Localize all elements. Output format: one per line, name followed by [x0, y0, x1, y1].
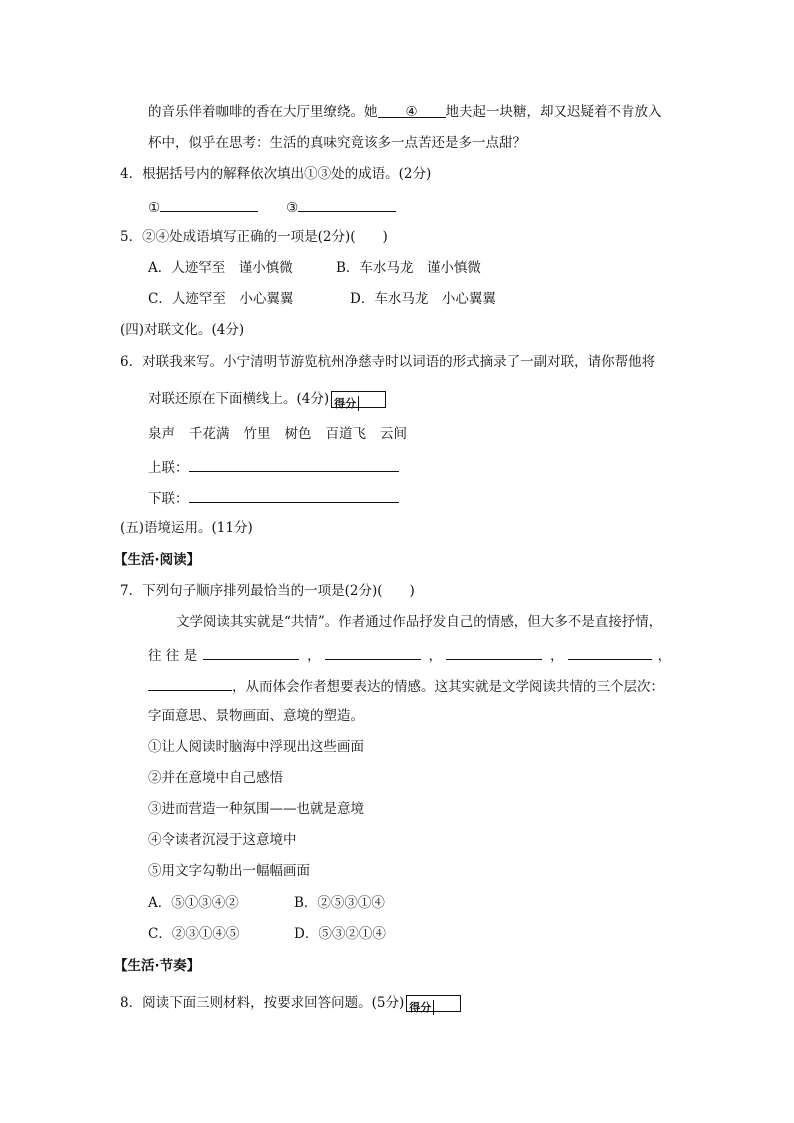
word-item: 泉声 — [148, 426, 175, 442]
q7-sentence-item: ⑤用文字勾勒出一幅幅画面 — [148, 863, 310, 879]
question-4: 4．根据括号内的解释依次填出①③处的成语。(2分) — [120, 166, 432, 182]
word-bank — [148, 424, 407, 444]
question-6-line-1: 6．对联我来写。小宁清明节游览杭州净慈寺时以词语的形式摘录了一副对联，请你帮他将 — [120, 354, 656, 370]
word-item: 树色 — [284, 426, 312, 442]
word-item: 竹里 — [243, 426, 271, 442]
q7-paragraph-4: 字面意思、景物画面、意境的塑造。 — [148, 708, 364, 724]
lower-couplet-blank[interactable] — [189, 487, 399, 503]
word-item: 云间 — [380, 426, 407, 442]
q5-option-b[interactable]: B．车水马龙 谨小慎微 — [336, 260, 481, 276]
q7-paragraph-3: ，从而体会作者想要表达的情感。这其实就是文学阅读共情的三个层次： — [148, 675, 664, 697]
q7-blank-3[interactable] — [446, 644, 542, 660]
q7-sentence-item: ④令读者沉浸于这意境中 — [148, 832, 297, 848]
upper-couplet-blank[interactable] — [189, 456, 399, 472]
q4-answer-row: ① ③ — [148, 196, 396, 218]
word-item: 百道飞 — [325, 426, 366, 442]
score-cell[interactable] — [359, 392, 385, 407]
q7-blank-5[interactable] — [148, 675, 232, 691]
score-cell-q8[interactable] — [434, 996, 460, 1011]
q7-paragraph-1: 文学阅读其实就是“共情”。作者通过作品抒发自己的情感，但大多不是直接抒情， — [176, 614, 663, 630]
q7-sentence-item: ①让人阅读时脑海中浮现出这些画面 — [148, 739, 364, 755]
question-5: 5．②④处成语填写正确的一项是(2分)( ) — [120, 229, 388, 245]
q7-blank-1[interactable] — [203, 644, 299, 660]
lower-couplet-row: 下联： — [148, 487, 399, 509]
question-7: 7．下列句子顺序排列最恰当的一项是(2分)( ) — [120, 583, 415, 599]
score-box[interactable]: 得分 — [331, 391, 386, 408]
score-box-q8[interactable]: 得分 — [406, 995, 461, 1012]
upper-couplet-row: 上联： — [148, 456, 399, 478]
q7-option-c[interactable]: C．②③①④⑤ — [148, 926, 240, 942]
q5-option-d[interactable]: D．车水马龙 小心翼翼 — [350, 291, 496, 307]
q7-blank-4[interactable] — [568, 644, 652, 660]
blank-4[interactable]: ④ — [378, 102, 446, 118]
q7-sentence-item: ②并在意境中自己感悟 — [148, 770, 283, 786]
life-read-heading: 【生活·阅读】 — [114, 552, 201, 568]
q7-blank-2[interactable] — [325, 644, 421, 660]
q7-paragraph-2: 往 往 是 ， ， ， ， — [148, 644, 671, 666]
word-item: 千花满 — [189, 426, 230, 442]
intro-line-2: 杯中，似乎在思考：生活的真味究竟该多一点苦还是多一点甜？ — [148, 135, 526, 151]
q7-option-b[interactable]: B．②⑤③①④ — [294, 895, 385, 911]
q4-blank-1[interactable] — [160, 196, 258, 212]
section-5-title: (五)语境运用。(11分) — [120, 520, 253, 536]
life-rhythm-heading: 【生活·节奏】 — [114, 958, 201, 974]
q7-sentence-item: ③进而营造一种氛围——也就是意境 — [148, 801, 364, 817]
question-8: 8．阅读下面三则材料，按要求回答问题。(5分) 得分 — [120, 993, 461, 1013]
q7-option-d[interactable]: D．⑤③②①④ — [294, 926, 386, 942]
q7-option-a[interactable]: A．⑤①③④② — [148, 895, 239, 911]
q5-option-c[interactable]: C．人迹罕至 小心翼翼 — [148, 291, 294, 307]
q4-blank-3[interactable] — [298, 196, 396, 212]
question-6-line-2: 对联还原在下面横线上。(4分) 得分 — [148, 389, 386, 409]
intro-line-1: 的音乐伴着咖啡的香在大厅里缭绕。她 ④ 地夫起一块糖，却又迟疑着不肯放入 — [148, 104, 662, 120]
section-4-title: (四)对联文化。(4分) — [120, 322, 245, 338]
q5-option-a[interactable]: A．人迹罕至 谨小慎微 — [148, 260, 293, 276]
